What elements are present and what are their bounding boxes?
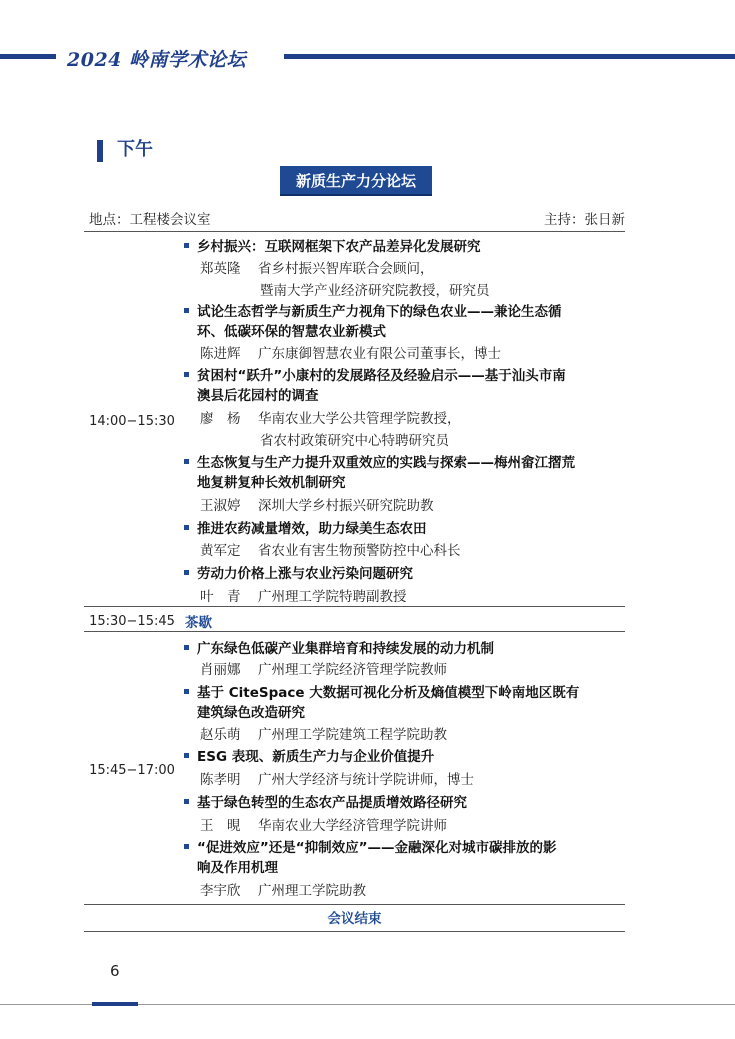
talk-title-cont: 澳县后花园村的调查 [197,388,319,404]
talk-author: 王淑婷 深圳大学乡村振兴研究院助教 [200,498,434,514]
talk-title: ESG 表现、新质生产力与企业价值提升 [184,746,434,768]
header-title: 2024 岭南学术论坛 [67,49,246,71]
table-line-top [84,231,625,232]
talk-author: 李宇欣 广州理工学院助教 [200,883,366,899]
talk-title: 劳动力价格上涨与农业污染问题研究 [184,563,413,585]
host-label: 主持：张日新 [544,212,625,228]
talk-title: 生态恢复与生产力提升双重效应的实践与探索——梅州畲江摺荒 [184,452,575,474]
bullet-icon [184,372,189,377]
bullet-icon [184,689,189,694]
session-time: 15:45−17:00 [89,763,175,778]
bullet-icon [184,308,189,313]
talk-title: 试论生态哲学与新质生产力视角下的绿色农业——兼论生态循 [184,301,562,323]
talk-author: 王 晛 华南农业大学经济管理学院讲师 [200,818,447,834]
talk-author: 郑英隆 省乡村振兴智库联合会顾问， [200,261,434,277]
page-header [0,46,735,76]
footer-marker [92,1002,138,1006]
talk-title-cont: 建筑绿色改造研究 [197,705,305,721]
page-number: 6 [110,962,120,980]
session-time: 14:00−15:30 [89,414,175,429]
talk-title: “促进效应”还是“抑制效应”——金融深化对城市碳排放的影 [184,837,557,859]
tea-break-time: 15:30−15:45 [89,614,175,629]
talk-author-affiliation: 省农村政策研究中心特聘研究员 [260,433,449,449]
table-line-bottom [84,931,625,932]
section-marker [97,140,103,162]
talk-author: 廖 杨 华南农业大学公共管理学院教授， [200,411,461,427]
talk-title: 广东绿色低碳产业集群培育和持续发展的动力机制 [184,638,494,660]
closing-label: 会议结束 [327,911,382,927]
bullet-icon [184,753,189,758]
talk-author-affiliation: 暨南大学产业经济研究院教授，研究员 [260,283,490,299]
talk-title-cont: 环、低碳环保的智慧农业新模式 [197,324,386,340]
header-bar-left [0,54,56,59]
bullet-icon [184,645,189,650]
talk-title: 基于 CiteSpace 大数据可视化分析及熵值模型下岭南地区既有 [184,682,579,704]
talk-author: 黄军定 省农业有害生物预警防控中心科长 [200,543,461,559]
talk-author: 叶 青 广州理工学院特聘副教授 [200,589,407,605]
talk-author: 赵乐萌 广州理工学院建筑工程学院助教 [200,727,447,743]
bullet-icon [184,525,189,530]
talk-title: 乡村振兴：互联网框架下农产品差异化发展研究 [184,236,481,258]
header-bar-right [284,54,735,59]
bullet-icon [184,243,189,248]
bullet-icon [184,570,189,575]
bullet-icon [184,799,189,804]
talk-title-cont: 地复耕复种长效机制研究 [197,475,346,491]
talk-author: 陈进辉 广东康御智慧农业有限公司董事长，博士 [200,346,501,362]
talk-title: 贫困村“跃升”小康村的发展路径及经验启示——基于汕头市南 [184,365,566,387]
talk-title: 基于绿色转型的生态农产品提质增效路径研究 [184,792,467,814]
talk-author: 肖丽娜 广州理工学院经济管理学院教师 [200,662,447,678]
forum-title: 新质生产力分论坛 [280,166,432,196]
bullet-icon [184,459,189,464]
tea-break-label: 茶歇 [185,615,212,631]
venue-label: 地点：工程楼会议室 [89,212,211,228]
talk-title: 推进农药减量增效，助力绿美生态农田 [184,518,427,540]
table-line-session2 [84,904,625,905]
talk-author: 陈孝明 广州大学经济与统计学院讲师，博士 [200,772,474,788]
talk-title-cont: 响及作用机理 [197,860,278,876]
table-line-tea [84,631,625,632]
section-label: 下午 [117,139,153,160]
bullet-icon [184,844,189,849]
